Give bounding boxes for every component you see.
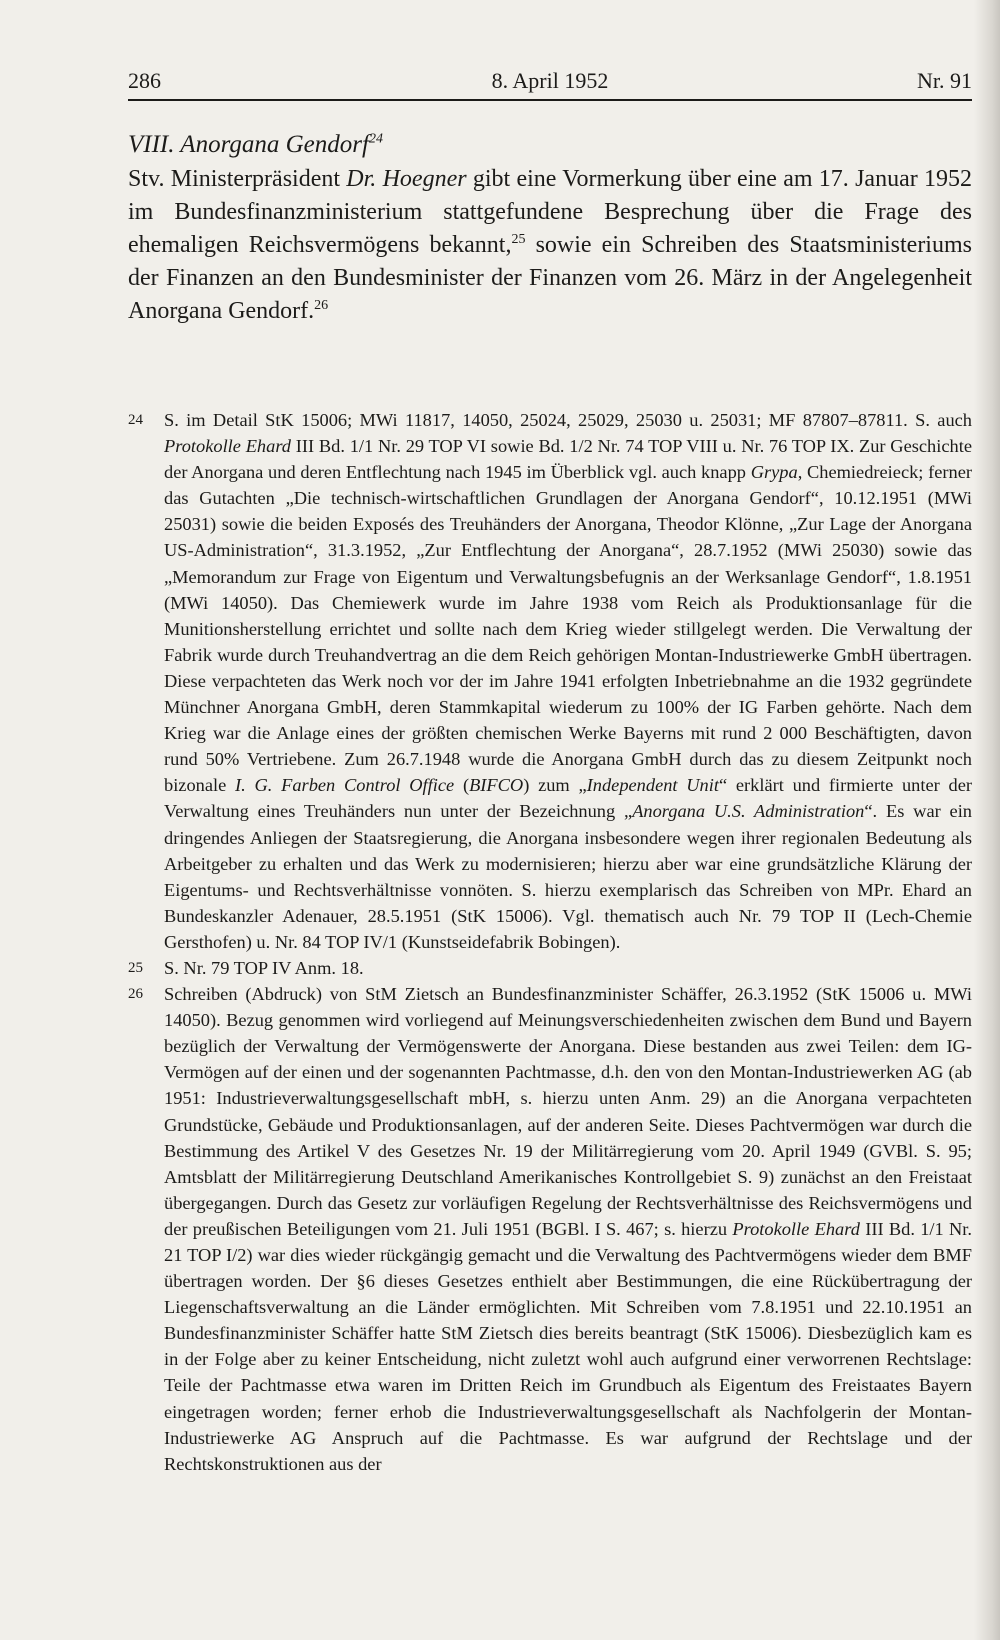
running-header — [128, 62, 972, 98]
footnote-italic: BIFCO — [469, 775, 524, 796]
body-paragraph — [128, 163, 972, 328]
body-title-dr: Dr. — [346, 166, 383, 192]
footnote-number: 25 — [128, 959, 143, 976]
footnote-25 — [128, 955, 972, 981]
footnote-text: III Bd. 1/1 Nr. 21 TOP I/2) war dies wieder rückgängig gemacht und die Verwaltung des Pachtvermögens wieder dem BMF übertragen worden. Der §6 dieses Gesetzes enthielt aber Bestimmungen, die eine Rückübertragung der Liegenschaftsverwaltung an die Länder ermöglichten. Mit Schreiben vom 7.8.1951 und 22.10.1951 an Bundesfinanzminister Schäffer hatte StM Zietsch dies bereits beantragt (StK 15006). Diesbezüglich kam es in der Folge aber zu keiner Entscheidung, nicht zuletzt wohl auch aufgrund einer verworrenen Rechtslage: Teile der Pachtmasse etwa waren im Dritten Reich im Grundbuch als Eigentum des Freistaates Bayern eingetragen worden; ferner erhob die Industrieverwaltungsgesellschaft als Nachfolgerin der Montan-Industriewerke AG Anspruch auf die Pachtmasse. Es war aufgrund der Rechtslage und der Rechtskonstruktionen aus der — [164, 1218, 973, 1474]
footnote-text: S. im Detail StK 15006; MWi 11817, 14050, 25024, 25029, 25030 u. 25031; MF 87807–87811. S. auch — [164, 410, 972, 430]
footnote-26 — [128, 981, 972, 1477]
footnote-italic: Protokolle Ehard — [164, 436, 291, 457]
footnote-ref-24: 24 — [368, 131, 383, 147]
footnote-italic: Independent Unit — [586, 775, 719, 796]
issue-number: Nr. 91 — [917, 68, 972, 93]
footnote-ref-25: 25 — [511, 232, 526, 247]
footnote-number: 24 — [128, 412, 143, 428]
header-date: 8. April 1952 — [491, 68, 609, 93]
footnote-ref-26: 26 — [314, 298, 329, 313]
header-rule — [128, 99, 972, 101]
footnote-italic: Grypa — [750, 462, 798, 483]
main-text — [128, 128, 972, 328]
footnote-text: S. Nr. 79 TOP IV Anm. 18. — [164, 957, 364, 978]
footnote-text: ( — [454, 775, 470, 796]
footnote-text: , Chemiedreieck; ferner das Gutachten „Die technisch-wirtschaftlichen Grundlagen der Anorgana Gendorf“, 10.12.1951 (MWi 25031) sowie die beiden Exposés des Treuhänders der Anorgana, Theodor Klönne, „Zur Lage der Anorgana US-Administration“, 31.3.1952, „Zur Entflechtung der Anorgana“, 28.7.1952 (MWi 25030) sowie das „Memorandum zur Frage von Eigentum und Verwaltungsbefugnis an der Werksanlage Gendorf“, 1.8.1951 (MWi 14050). Das Chemiewerk wurde im Jahre 1938 vom Reich als Produktionsanlage für die Munitionsherstellung errichtet und sollte nach dem Krieg wieder stillgelegt werden. Die Verwaltung der Fabrik wurde durch Treuhandvertrag an die dem Reich gehörigen Montan-Industriewerke GmbH übertragen. Diese verpachteten das Werk noch vor der im Jahre 1941 erfolgten Inbetriebnahme an die 1932 gegründete Münchner Anorgana GmbH, deren Stammkapital wiederum zu 100% der IG Farben gehörte. Nach dem Krieg war die Anlage eines der größten chemischen Werke Bayerns mit rund 2 000 Beschäftigten, davon rund 50% Vertriebene. Zum 26.7.1948 wurde die Anorgana GmbH durch das zu diesem Zeitpunkt noch bizonale — [164, 462, 973, 796]
body-text-3: sowie ein Schreiben des Staatsministeriums der Finanzen an den Bundesminister der Finanzen vom 26. März in der Angelegenheit Anorgana Gendorf. — [128, 232, 972, 324]
footnote-italic: Anorgana U.S. Administration — [632, 801, 865, 822]
section-title — [128, 128, 972, 161]
body-text-2: gibt eine Vormerkung über eine am 17. Januar 1952 im Bundesfinanzministerium stattgefundene Besprechung über die Frage des ehemaligen Reichsvermögens bekannt, — [128, 166, 972, 258]
footnote-text: “ erklärt und firmierte unter der Verwaltung eines Treuhänders nun unter der Bezeichnung „ — [164, 775, 972, 822]
page-number: 286 — [128, 68, 161, 93]
footnote-italic: Protokolle Ehard — [732, 1218, 860, 1239]
footnote-24 — [128, 407, 972, 955]
footnote-text: III Bd. 1/1 Nr. 29 TOP VI sowie Bd. 1/2 Nr. 74 TOP VIII u. Nr. 76 TOP IX. Zur Geschichte der Anorgana und deren Entflechtung nach 1945 im Überblick vgl. auch knapp — [164, 436, 972, 483]
body-text-1: Stv. Ministerpräsident — [128, 166, 347, 192]
footnote-italic: I. G. Farben Control Office — [235, 775, 455, 796]
footnote-text: ) zum „ — [523, 775, 587, 796]
body-name: Hoegner — [382, 166, 467, 192]
footnote-text: Schreiben (Abdruck) von StM Zietsch an Bundesfinanzminister Schäffer, 26.3.1952 (StK 15006 u. MWi 14050). Bezug genommen wird vorliegend auf Meinungsverschiedenheiten zwischen dem Bund und Bayern bezüglich der Verwaltung der Vermögenswerte der Anorgana. Diese bestanden aus zwei Teilen: dem IG-Vermögen auf der einen und der sogenannten Pachtmasse, d.h. den von den Montan-Industriewerken AG (ab 1951: Industrieverwaltungsgesellschaft mbH, s. hierzu unten Anm. 29) an die Anorgana verpachteten Grundstücke, Gebäude und Produktionsanlagen, auf der anderen Seite. Dieses Pachtvermögen war durch die Bestimmung des Artikel V des Gesetzes Nr. 19 der Militärregierung vom 20. April 1949 (GVBl. S. 95; Amtsblatt der Militärregierung Deutschland Amerikanisches Kontrollgebiet S. 9) zunächst an den Freistaat übergegangen. Durch das Gesetz zur vorläufigen Regelung der Rechtsverhältnisse des Reichsvermögens und der preußischen Beteiligungen vom 21. Juli 1951 (BGBl. I S. 467; s. hierzu — [164, 984, 972, 1239]
footnotes — [128, 407, 972, 1477]
section-title-text: VIII. Anorgana Gendorf — [128, 131, 369, 158]
footnote-number: 26 — [128, 986, 143, 1003]
footnote-text: “. Es war ein dringendes Anliegen der Staatsregierung, die Anorgana insbesondere wegen ihrer regionalen Bedeutung als Arbeitgeber zu erhalten und das Werk zu modernisieren; hierzu aber war eine grundsätzliche Klärung der Eigentums- und Rechtsverhältnisse vonnöten. S. hierzu exemplarisch das Schreiben von MPr. Ehard an Bundeskanzler Adenauer, 28.5.1951 (StK 15006). Vgl. thematisch auch Nr. 79 TOP II (Lech-Chemie Gersthofen) u. Nr. 84 TOP IV/1 (Kunstseidefabrik Bobingen). — [164, 801, 973, 952]
page-edge-shadow — [974, 0, 1000, 1640]
